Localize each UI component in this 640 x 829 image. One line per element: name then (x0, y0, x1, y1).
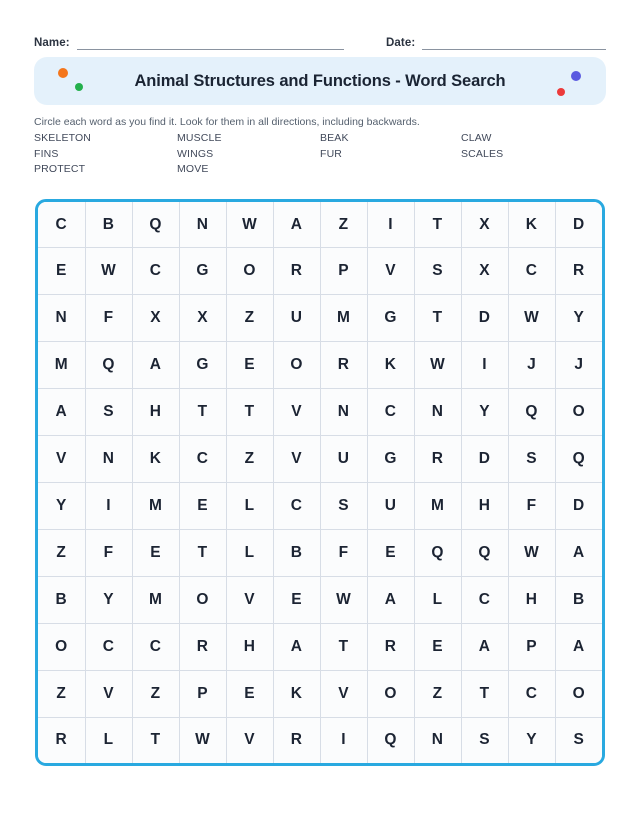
letter-cell[interactable]: I (461, 342, 508, 389)
letter-cell[interactable]: V (273, 436, 320, 483)
letter-cell[interactable]: O (555, 389, 602, 436)
letter-cell[interactable]: C (461, 576, 508, 623)
letter-cell[interactable]: R (273, 248, 320, 295)
letter-grid-row (38, 202, 602, 248)
letter-cell[interactable]: W (179, 717, 226, 763)
page-title: Animal Structures and Functions - Word Search (134, 72, 506, 90)
letter-cell[interactable]: O (273, 342, 320, 389)
letter-cell[interactable]: R (414, 436, 461, 483)
letter-grid-row (38, 623, 602, 670)
letter-cell[interactable]: I (367, 202, 414, 248)
letter-cell[interactable]: O (367, 670, 414, 717)
letter-cell[interactable]: T (179, 529, 226, 576)
letter-cell[interactable]: Q (132, 202, 179, 248)
letter-cell[interactable]: R (320, 342, 367, 389)
letter-cell[interactable]: W (320, 576, 367, 623)
letter-cell[interactable]: Z (132, 670, 179, 717)
letter-cell[interactable]: R (555, 248, 602, 295)
letter-cell[interactable]: T (179, 389, 226, 436)
letter-cell[interactable]: A (273, 623, 320, 670)
letter-cell[interactable]: Y (85, 576, 132, 623)
letter-cell[interactable]: C (38, 202, 85, 248)
letter-cell[interactable]: X (461, 248, 508, 295)
letter-cell[interactable]: D (461, 436, 508, 483)
letter-cell[interactable]: S (320, 482, 367, 529)
letter-cell[interactable]: J (555, 342, 602, 389)
word-list-item (320, 162, 461, 178)
letter-cell[interactable]: S (461, 717, 508, 763)
letter-cell[interactable]: A (555, 529, 602, 576)
letter-cell[interactable]: G (367, 436, 414, 483)
letter-cell[interactable]: U (273, 295, 320, 342)
word-list-item: BEAK (320, 132, 349, 144)
letter-cell[interactable]: T (461, 670, 508, 717)
letter-grid-row (38, 717, 602, 763)
letter-cell[interactable]: Y (555, 295, 602, 342)
letter-cell[interactable]: F (508, 482, 555, 529)
word-list-item: MUSCLE (177, 132, 222, 144)
letter-cell[interactable]: O (179, 576, 226, 623)
letter-cell[interactable]: D (555, 202, 602, 248)
letter-cell[interactable]: M (38, 342, 85, 389)
letter-grid-row (38, 248, 602, 295)
letter-cell[interactable]: T (226, 389, 273, 436)
letter-cell[interactable]: P (179, 670, 226, 717)
letter-cell[interactable]: V (273, 389, 320, 436)
letter-cell[interactable]: D (461, 295, 508, 342)
letter-grid-row (38, 295, 602, 342)
letter-cell[interactable]: K (508, 202, 555, 248)
word-list-item: SCALES (461, 147, 504, 160)
letter-cell[interactable]: T (132, 717, 179, 763)
letter-cell[interactable]: R (38, 717, 85, 763)
letter-cell[interactable]: I (85, 482, 132, 529)
letter-cell[interactable]: C (132, 248, 179, 295)
date-label: Date: (386, 37, 416, 49)
letter-cell[interactable]: I (320, 717, 367, 763)
name-label: Name: (34, 37, 70, 49)
letter-cell[interactable]: S (508, 436, 555, 483)
letter-cell[interactable]: V (320, 670, 367, 717)
letter-grid-table (38, 202, 602, 763)
letter-cell[interactable]: A (555, 623, 602, 670)
letter-cell[interactable]: K (273, 670, 320, 717)
letter-cell[interactable]: N (179, 202, 226, 248)
word-list-item: PROTECT (34, 163, 86, 175)
name-input-line[interactable] (77, 36, 344, 50)
letter-cell[interactable]: B (85, 202, 132, 248)
letter-cell[interactable]: S (85, 389, 132, 436)
letter-cell[interactable]: F (320, 529, 367, 576)
letter-cell[interactable]: Z (38, 670, 85, 717)
letter-cell[interactable]: X (179, 295, 226, 342)
letter-cell[interactable]: H (226, 623, 273, 670)
letter-grid-row (38, 389, 602, 436)
letter-cell[interactable]: X (132, 295, 179, 342)
date-input-line[interactable] (422, 36, 606, 50)
letter-cell[interactable]: V (367, 248, 414, 295)
letter-cell[interactable]: W (508, 295, 555, 342)
letter-cell[interactable]: T (414, 202, 461, 248)
word-list-item (461, 162, 606, 178)
letter-cell[interactable]: J (508, 342, 555, 389)
letter-cell[interactable]: G (179, 342, 226, 389)
word-list-item: FUR (320, 147, 343, 160)
letter-cell[interactable]: E (38, 248, 85, 295)
letter-cell[interactable]: Q (85, 342, 132, 389)
letter-cell[interactable]: V (226, 717, 273, 763)
letter-cell[interactable]: M (414, 482, 461, 529)
letter-cell[interactable]: E (226, 342, 273, 389)
letter-grid-row (38, 482, 602, 529)
letter-cell[interactable]: U (320, 436, 367, 483)
letter-cell[interactable]: C (273, 482, 320, 529)
letter-cell[interactable]: C (508, 248, 555, 295)
letter-cell[interactable]: C (85, 623, 132, 670)
letter-cell[interactable]: M (320, 295, 367, 342)
letter-cell[interactable]: N (414, 389, 461, 436)
letter-cell[interactable]: C (508, 670, 555, 717)
letter-cell[interactable]: C (367, 389, 414, 436)
letter-cell[interactable]: G (367, 295, 414, 342)
letter-cell[interactable]: L (85, 717, 132, 763)
letter-cell[interactable]: Q (461, 529, 508, 576)
letter-cell[interactable]: W (226, 202, 273, 248)
letter-cell[interactable]: A (38, 389, 85, 436)
letter-cell[interactable]: R (367, 623, 414, 670)
letter-grid-row (38, 670, 602, 717)
letter-cell[interactable]: W (508, 529, 555, 576)
letter-cell[interactable]: M (132, 482, 179, 529)
letter-cell[interactable]: F (85, 295, 132, 342)
letter-cell[interactable]: S (555, 717, 602, 763)
letter-cell[interactable]: Q (367, 717, 414, 763)
word-list-item: SKELETON (34, 132, 92, 144)
letter-cell[interactable]: H (132, 389, 179, 436)
letter-cell[interactable]: L (226, 482, 273, 529)
name-field-group (34, 30, 344, 50)
letter-cell[interactable]: A (367, 576, 414, 623)
letter-cell[interactable]: X (461, 202, 508, 248)
letter-cell[interactable]: F (85, 529, 132, 576)
letter-cell[interactable]: G (179, 248, 226, 295)
letter-cell[interactable]: N (414, 717, 461, 763)
title-banner (34, 57, 606, 105)
letter-grid-body (38, 202, 602, 763)
letter-cell[interactable]: V (85, 670, 132, 717)
word-search-grid[interactable] (35, 199, 605, 766)
letter-cell[interactable]: V (226, 576, 273, 623)
letter-cell[interactable]: C (179, 436, 226, 483)
letter-cell[interactable]: Z (226, 436, 273, 483)
letter-cell[interactable]: N (320, 389, 367, 436)
word-list-item: WINGS (177, 147, 214, 160)
date-field-group (386, 30, 606, 50)
letter-cell[interactable]: B (273, 529, 320, 576)
word-list-item: FINS (34, 147, 59, 160)
letter-cell[interactable]: T (320, 623, 367, 670)
letter-cell[interactable]: E (226, 670, 273, 717)
letter-cell[interactable]: A (273, 202, 320, 248)
letter-cell[interactable]: Z (226, 295, 273, 342)
name-date-header (34, 30, 606, 52)
letter-cell[interactable]: Q (555, 436, 602, 483)
letter-cell[interactable]: O (38, 623, 85, 670)
letter-cell[interactable]: U (367, 482, 414, 529)
letter-cell[interactable]: P (508, 623, 555, 670)
letter-cell[interactable]: E (132, 529, 179, 576)
letter-cell[interactable]: R (179, 623, 226, 670)
letter-cell[interactable]: Y (461, 389, 508, 436)
letter-cell[interactable]: E (367, 529, 414, 576)
word-list-item: MOVE (177, 163, 209, 175)
letter-cell[interactable]: A (461, 623, 508, 670)
letter-cell[interactable]: E (414, 623, 461, 670)
letter-cell[interactable]: R (273, 717, 320, 763)
letter-cell[interactable]: E (179, 482, 226, 529)
letter-cell[interactable]: Q (508, 389, 555, 436)
letter-cell[interactable]: N (38, 295, 85, 342)
letter-cell[interactable]: W (85, 248, 132, 295)
letter-cell[interactable]: Z (38, 529, 85, 576)
word-list (34, 131, 606, 178)
letter-cell[interactable]: D (555, 482, 602, 529)
letter-cell[interactable]: Y (508, 717, 555, 763)
letter-grid-row (38, 529, 602, 576)
letter-cell[interactable]: B (555, 576, 602, 623)
letter-cell[interactable]: K (132, 436, 179, 483)
letter-grid-row (38, 436, 602, 483)
letter-cell[interactable]: Y (38, 482, 85, 529)
letter-cell[interactable]: H (508, 576, 555, 623)
letter-cell[interactable]: M (132, 576, 179, 623)
letter-cell[interactable]: O (555, 670, 602, 717)
letter-cell[interactable]: K (367, 342, 414, 389)
letter-cell[interactable]: W (414, 342, 461, 389)
letter-cell[interactable]: A (132, 342, 179, 389)
letter-cell[interactable]: N (85, 436, 132, 483)
letter-cell[interactable]: T (414, 295, 461, 342)
letter-cell[interactable]: L (226, 529, 273, 576)
letter-grid-row (38, 576, 602, 623)
letter-cell[interactable]: Q (414, 529, 461, 576)
letter-cell[interactable]: V (38, 436, 85, 483)
letter-cell[interactable]: Z (414, 670, 461, 717)
letter-cell[interactable]: C (132, 623, 179, 670)
word-list-item: CLAW (461, 132, 492, 144)
letter-grid-row (38, 342, 602, 389)
letter-cell[interactable]: P (320, 248, 367, 295)
letter-cell[interactable]: O (226, 248, 273, 295)
letter-cell[interactable]: S (414, 248, 461, 295)
letter-cell[interactable]: L (414, 576, 461, 623)
letter-cell[interactable]: H (461, 482, 508, 529)
letter-cell[interactable]: E (273, 576, 320, 623)
letter-cell[interactable]: Z (320, 202, 367, 248)
letter-cell[interactable]: B (38, 576, 85, 623)
instructions-text: Circle each word as you find it. Look for them in all directions, including backwards. (34, 116, 420, 128)
